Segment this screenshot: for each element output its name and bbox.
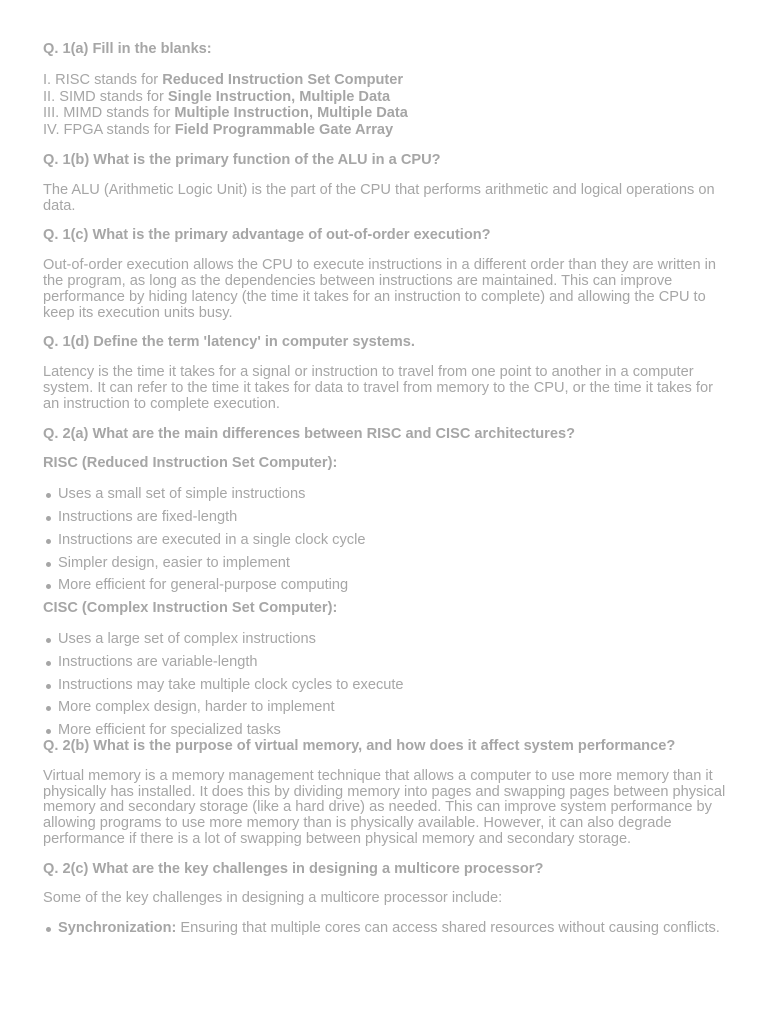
q1b-heading: Q. 1(b) What is the primary function of the ALU in a CPU? bbox=[43, 151, 441, 168]
blank-item-1 bbox=[43, 73, 730, 89]
blank-prefix: III. MIMD stands for bbox=[43, 105, 175, 122]
q2c-intro: Some of the key challenges in designing a multicore processor include: bbox=[43, 890, 503, 907]
q2c-heading: Q. 2(c) What are the key challenges in designing a multicore processor? bbox=[43, 860, 544, 877]
blank-item-4 bbox=[43, 123, 730, 139]
q1d-heading: Q. 1(d) Define the term 'latency' in computer systems. bbox=[43, 334, 415, 351]
list-item: More complex design, harder to implement bbox=[58, 700, 730, 716]
list-item: Uses a large set of complex instructions bbox=[58, 632, 730, 648]
blank-prefix: I. RISC stands for bbox=[43, 71, 163, 88]
blank-answer: Reduced Instruction Set Computer bbox=[162, 71, 404, 88]
q1c-heading: Q. 1(c) What is the primary advantage of out-of-order execution? bbox=[43, 227, 491, 244]
cisc-heading: CISC (Complex Instruction Set Computer): bbox=[43, 600, 338, 617]
blank-item-3 bbox=[43, 106, 730, 122]
list-item: Uses a small set of simple instructions bbox=[58, 487, 730, 503]
list-item: Simpler design, easier to implement bbox=[58, 556, 730, 572]
list-item: More efficient for general-purpose computing bbox=[58, 578, 730, 594]
list-item bbox=[58, 921, 730, 937]
blank-prefix: II. SIMD stands for bbox=[43, 88, 168, 105]
q1a-blanks bbox=[43, 73, 730, 139]
risc-heading: RISC (Reduced Instruction Set Computer): bbox=[43, 455, 338, 472]
risc-list bbox=[43, 487, 730, 594]
q1a-heading: Q. 1(a) Fill in the blanks: bbox=[43, 41, 212, 57]
list-item: Instructions are variable-length bbox=[58, 655, 730, 671]
list-item-term: Synchronization: bbox=[58, 920, 177, 937]
list-item-text: Ensuring that multiple cores can access shared resources without causing conflicts. bbox=[176, 920, 720, 937]
q2b-heading: Q. 2(b) What is the purpose of virtual memory, and how does it affect system performance? bbox=[43, 737, 676, 754]
q2a-heading: Q. 2(a) What are the main differences between RISC and CISC architectures? bbox=[43, 425, 575, 442]
q2c-list bbox=[43, 921, 730, 937]
q1d-answer: Latency is the time it takes for a signal or instruction to travel from one point to another in a computer system. It can refer to the time it takes for data to travel from memory to the CPU, or the time it takes for an instruction to complete execution. bbox=[43, 364, 713, 412]
blank-answer: Single Instruction, Multiple Data bbox=[167, 88, 391, 105]
list-item: Instructions may take multiple clock cycles to execute bbox=[58, 678, 730, 694]
q1c-answer: Out-of-order execution allows the CPU to execute instructions in a different order than they are written in the program, as long as the dependencies between instructions are maintained. This can improve performance by hiding latency (the time it takes for an instruction to complete) and allowing the CPU to keep its execution units busy. bbox=[43, 257, 717, 321]
list-item: More efficient for specialized tasks bbox=[58, 723, 730, 739]
blank-answer: Multiple Instruction, Multiple Data bbox=[174, 105, 408, 122]
cisc-list bbox=[43, 632, 730, 739]
q2b-answer: Virtual memory is a memory management technique that allows a computer to use more memory than it physically has installed. It does this by dividing memory into pages and swapping pages between physical memory and secondary storage (like a hard drive) as needed. This can improve system performance by allowing programs to use more memory than is physically available. However, it can also degrade performance if there is a lot of swapping between physical memory and secondary storage. bbox=[43, 767, 726, 847]
list-item: Instructions are fixed-length bbox=[58, 510, 730, 526]
blank-prefix: IV. FPGA stands for bbox=[43, 122, 175, 139]
q1b-answer: The ALU (Arithmetic Logic Unit) is the part of the CPU that performs arithmetic and logical operations on data. bbox=[43, 181, 715, 214]
list-item: Instructions are executed in a single clock cycle bbox=[58, 533, 730, 549]
blank-answer: Field Programmable Gate Array bbox=[174, 122, 394, 139]
blank-item-2 bbox=[43, 90, 730, 106]
